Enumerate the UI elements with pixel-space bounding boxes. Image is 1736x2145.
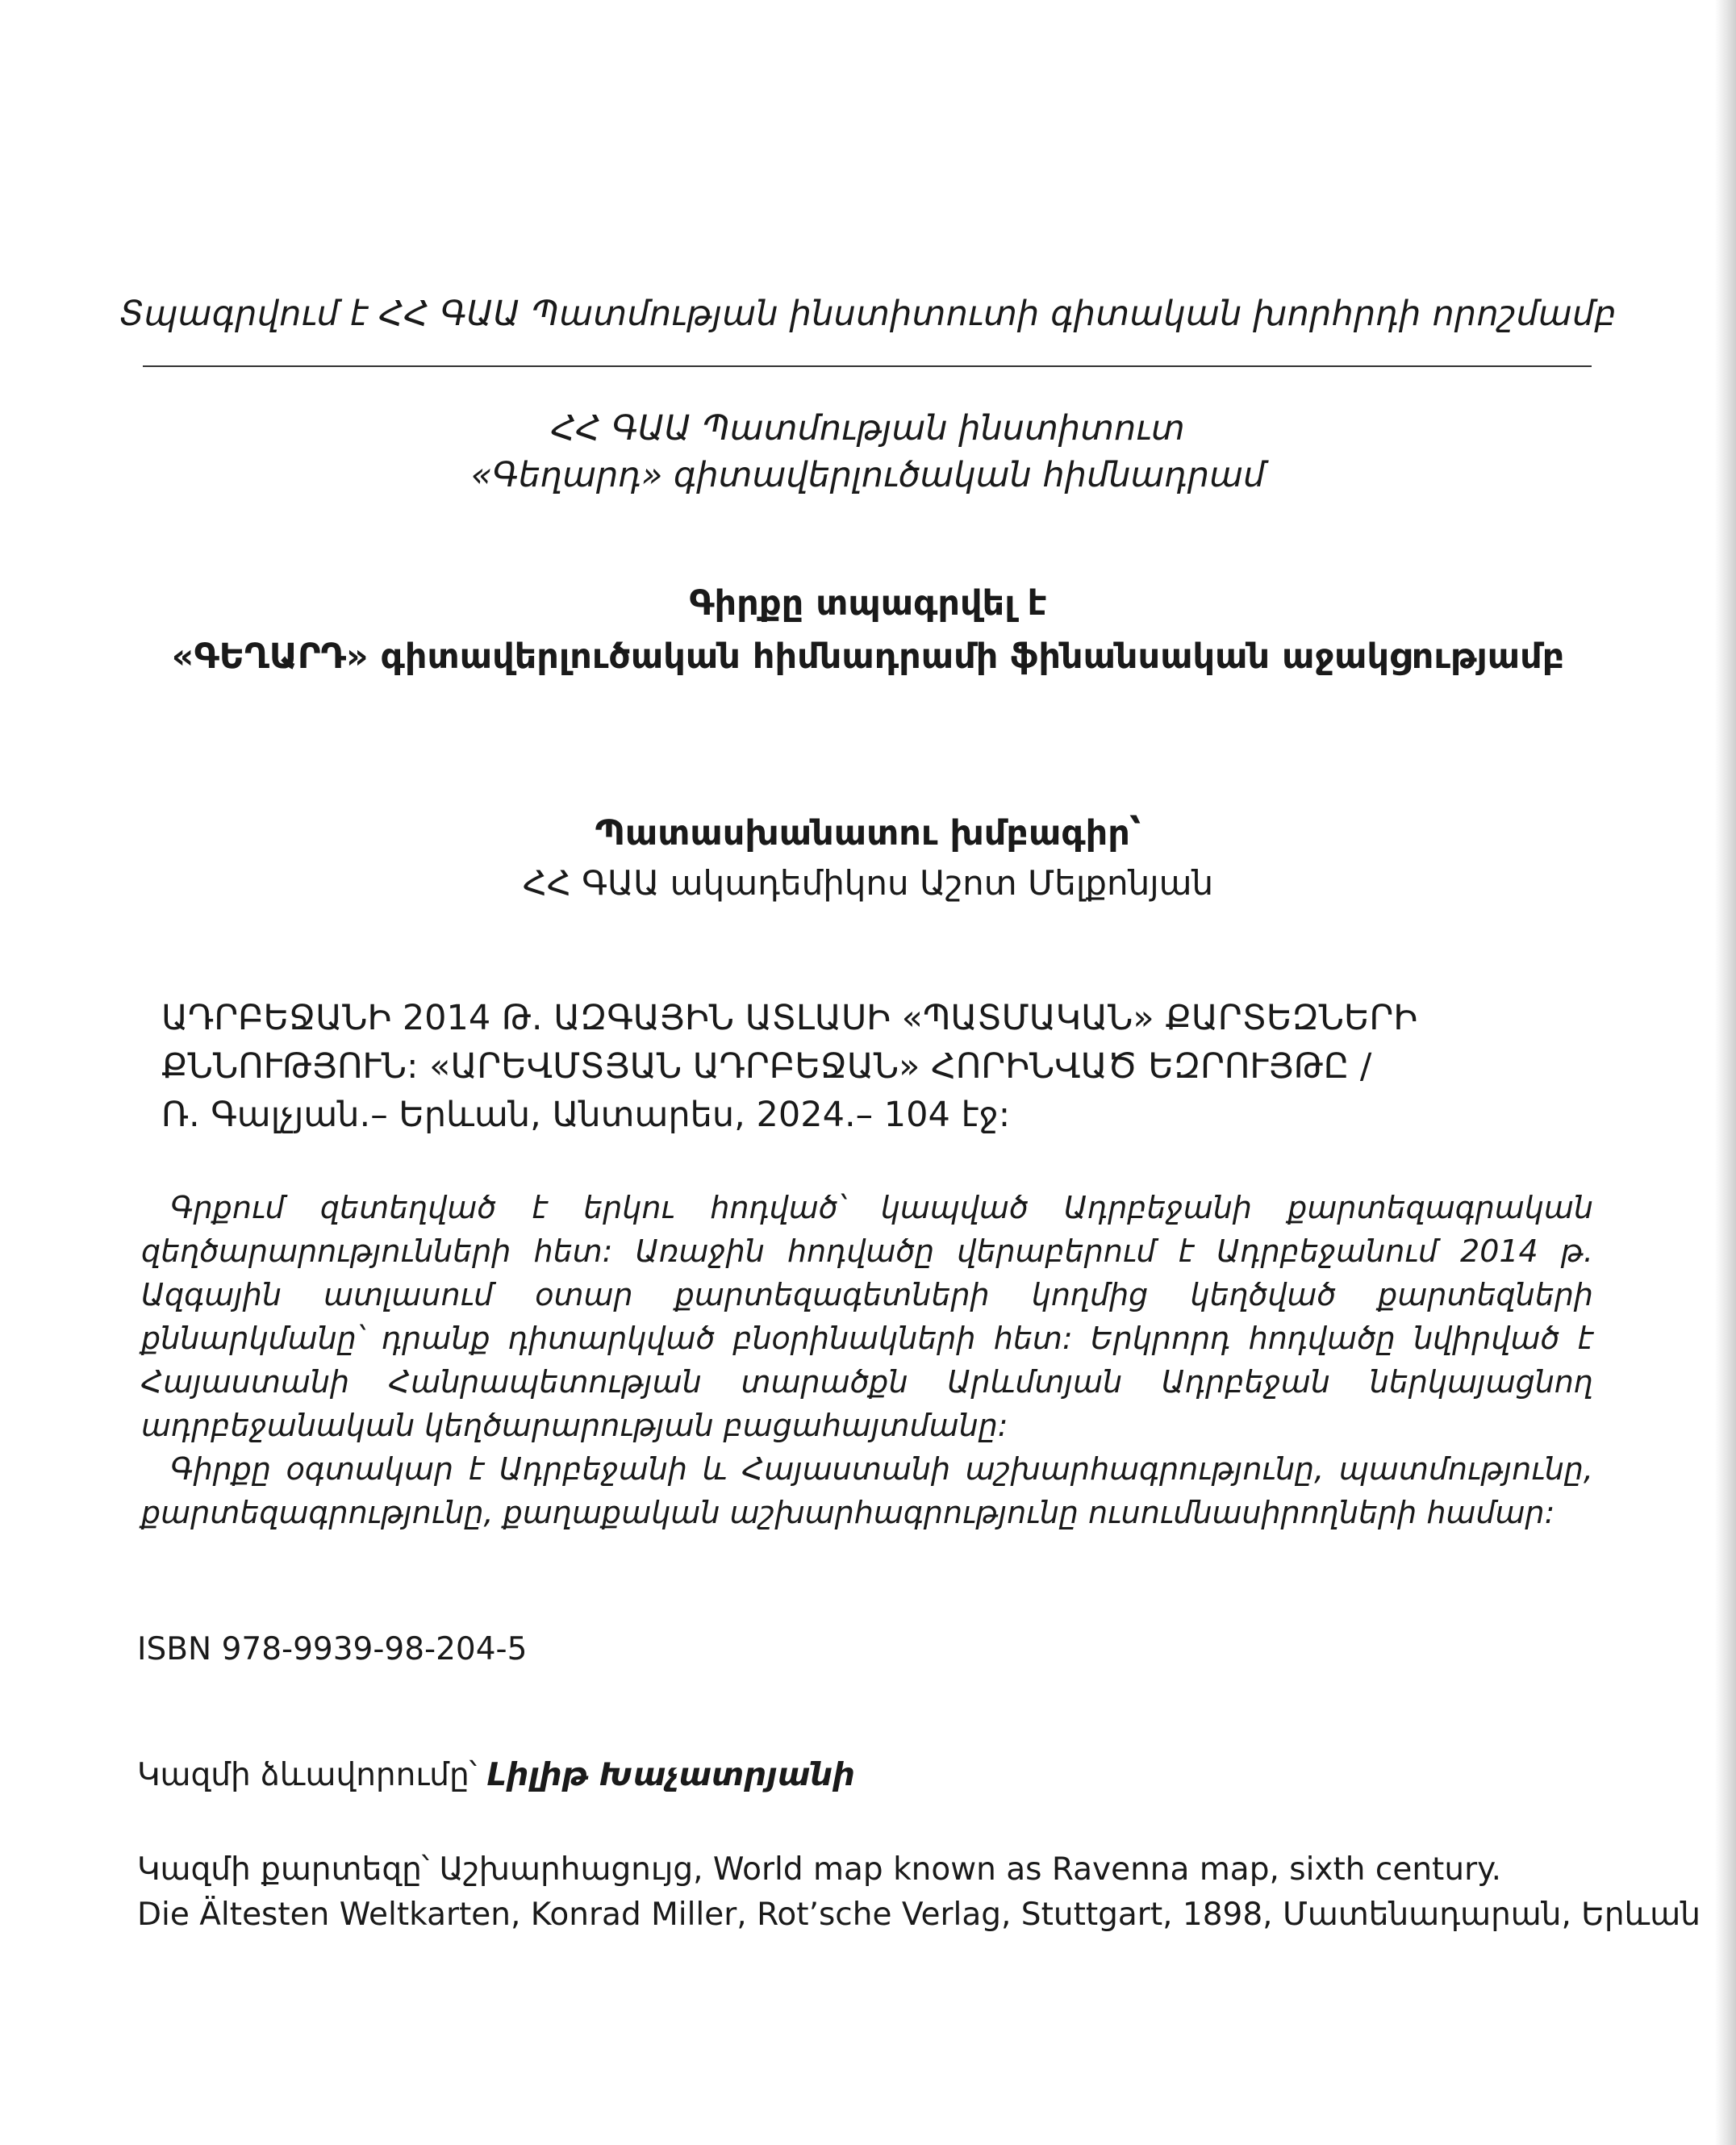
editor-name: ՀՀ ԳԱԱ ակադեմիկոս Աշոտ Մելքոնյան bbox=[522, 863, 1214, 903]
cover-design-label: Կազմի ձևավորումը՝ bbox=[137, 1757, 478, 1793]
abstract-paragraph-2: Գիրքը օգտակար է Ադրբեջանի և Հայաստանի աշխարհագրությունը, պատմությունը, քարտեզագրությունը, քաղաքական աշխարհագրությունը ուսումնասիրողների համար: bbox=[141, 1451, 1593, 1530]
abstract-paragraph-1: Գրքում զետեղված է երկու հոդված՝ կապված Ադրբեջանի քարտեզագրական զեղծարարությունների հետ: Առաջին հոդվածը վերաբերում է Ադրբեջանում 2014 թ. Ազգային ատլասում օտար քարտեզագետների կողմից կեղծված քարտեզների քննարկմանը՝ դրանք դիտարկված բնօրինակների հետ: Երկրորդ հոդվածը նվիրված է Հայաստանի Հանրապետության տարածքն Արևմտյան Ադրբեջան ներկայացնող ադրբեջանական կեղծարարության բացահայտմանը: bbox=[141, 1190, 1593, 1443]
cover-map-line-1: Կազմի քարտեզը՝ Աշխարհացույց, World map known as Ravenna map, sixth century. bbox=[137, 1851, 1502, 1888]
foundation-name: «Գեղարդ» գիտավերլուծական հիմնադրամ bbox=[470, 455, 1266, 495]
cover-design-credit bbox=[137, 1757, 855, 1793]
abstract bbox=[141, 1186, 1593, 1534]
sponsorship-line-1: Գիրքը տպագրվել է bbox=[689, 583, 1047, 624]
isbn: ISBN 978-9939-98-204-5 bbox=[137, 1631, 528, 1667]
citation-line-2: ՔՆՆՈՒԹՅՈՒՆ: «ԱՐԵՎՄՏՅԱՆ ԱԴՐԲԵՋԱՆ» ՀՈՐԻՆՎԱԾ ԵԶՐՈՒՅԹԸ / bbox=[161, 1046, 1372, 1087]
editor-label: Պատասխանատու խմբագիր՝ bbox=[595, 813, 1141, 853]
imprint-note: Տպագրվում է ՀՀ ԳԱԱ Պատմության ինստիտուտի գիտական խորհրդի որոշմամբ bbox=[119, 294, 1617, 334]
citation-line-3: Ռ. Գալչյան.– Երևան, Անտարես, 2024.– 104 էջ: bbox=[161, 1095, 1011, 1135]
sponsorship-block bbox=[0, 577, 1736, 683]
institution-name: ՀՀ ԳԱԱ Պատմության ինստիտուտ bbox=[551, 408, 1185, 449]
sponsorship-line-2: «ԳԵՂԱՐԴ» գիտավերլուծական հիմնադրամի ֆինանսական աջակցությամբ bbox=[171, 636, 1565, 677]
cover-map-line-2: Die Ältesten Weltkarten, Konrad Miller, Rot’sche Verlag, Stuttgart, 1898, Մատենադարան, Երևան bbox=[137, 1897, 1701, 1933]
citation-line-1: ԱԴՐԲԵՋԱՆԻ 2014 Թ. ԱԶԳԱՅԻՆ ԱՏԼԱՍԻ «ՊԱՏՄԱԿԱՆ» ՔԱՐՏԵԶՆԵՐԻ bbox=[161, 998, 1418, 1038]
divider-line bbox=[143, 365, 1592, 367]
cover-designer-name: Լիլիթ Խաչատրյանի bbox=[486, 1757, 855, 1793]
bibliographic-citation bbox=[161, 994, 1452, 1139]
institution-block bbox=[0, 405, 1736, 499]
cover-map-credit bbox=[137, 1847, 1701, 1938]
